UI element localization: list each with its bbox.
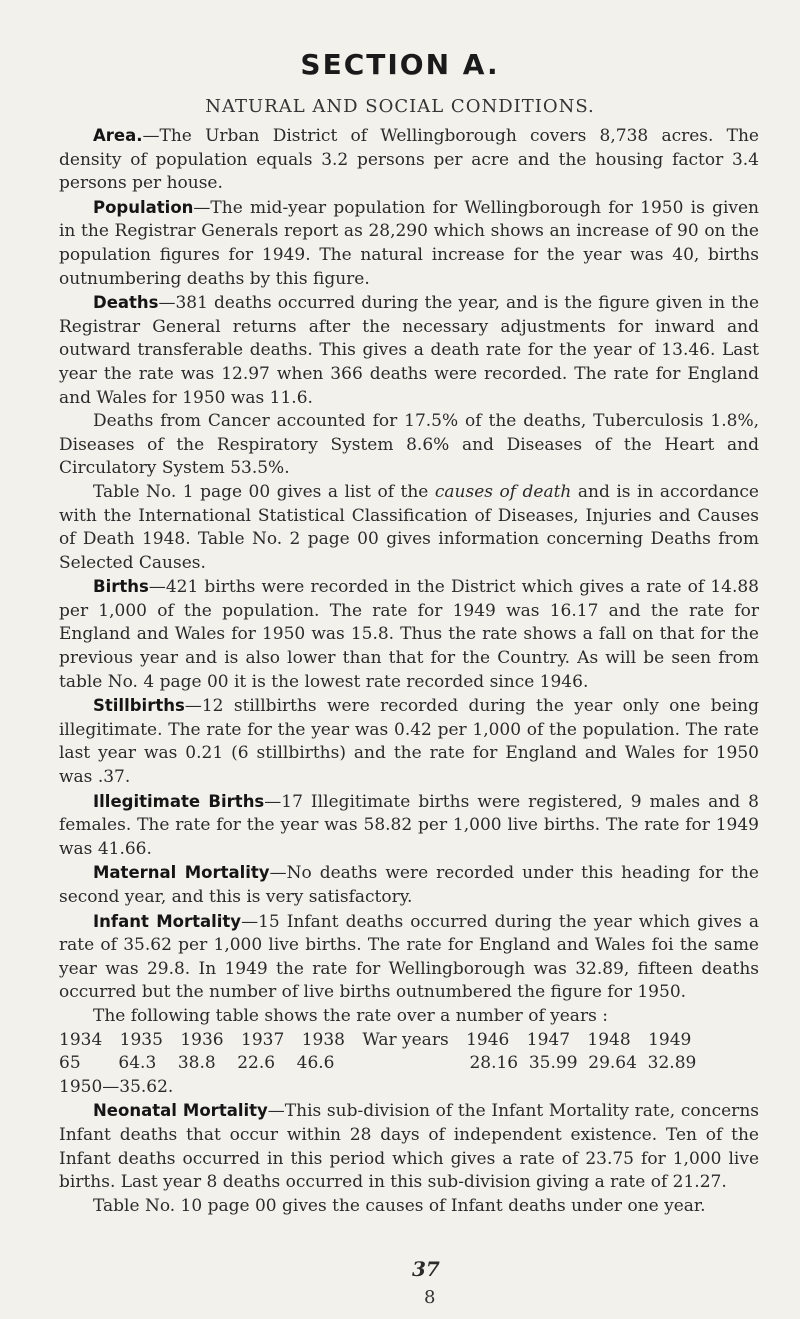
table10-text-before: Table No. 10 page: [93, 1195, 255, 1216]
year-cell: 1934: [59, 1029, 103, 1050]
section-title: SECTION A.: [300, 48, 500, 81]
section-subtitle: NATURAL AND SOCIAL CONDITIONS.: [205, 96, 595, 117]
births-paragraph: [59, 575, 759, 694]
infant-heading: Infant Mortality: [93, 911, 242, 931]
table1-text-before: Table No. 1 page: [93, 481, 249, 502]
cancer-paragraph: [59, 410, 759, 481]
year-cell: War years: [362, 1029, 449, 1050]
table1-text-end: gives information concerning Deaths from Selected Causes.: [59, 529, 759, 573]
table-intro: The following table shows the rate over a number of years :: [93, 1005, 608, 1026]
illegitimate-paragraph: [59, 790, 759, 862]
table1-text-after: and is in accordance with the International Statistical Classification of Diseases, Injuries and Causes of Death 1948. Table No. 2 page: [59, 481, 759, 550]
table10-paragraph: [59, 1195, 759, 1219]
rate-cell: 22.6: [237, 1053, 276, 1074]
current-rate: 1950—35.62.: [59, 1076, 174, 1097]
table2-page-ref: 00: [357, 529, 379, 550]
year-cell: 1947: [526, 1029, 571, 1050]
rate-cell: 46.6: [296, 1053, 335, 1074]
area-heading: Area.: [93, 126, 143, 145]
rate-cell: 65: [59, 1053, 81, 1074]
population-paragraph: [59, 196, 759, 291]
table4-page-ref: 00: [206, 671, 229, 692]
population-text: —The mid-year population for Wellingborough for 1950 is given in the Registrar Generals report as 28,290 which shows an increase of 90 on the population figures for 1949. The natural increase for the year was 40, births outnumbering deaths by this figure.: [59, 197, 759, 289]
body-text: [59, 124, 759, 1218]
causes-of-death-italic: causes of death: [434, 481, 572, 502]
deaths-text: —381 deaths occurred during the year, and is the figure given in the Registrar General returns after the necessary adjustments for inward and outward transferable deaths. This gives a death rate for the year of 13.46. Last year the rate was 12.97 when 366 deaths were recorded. The rate for England and Wales for 1950 was 11.6.: [59, 293, 759, 408]
population-heading: Population: [93, 197, 194, 217]
rate-table-years-row: [59, 1029, 759, 1053]
rate-cell: 35.99: [528, 1053, 578, 1074]
deaths-paragraph: [59, 291, 759, 410]
year-cell: 1948: [587, 1029, 631, 1050]
table10-page-ref: 00: [254, 1195, 277, 1216]
births-heading: Births: [93, 577, 149, 597]
maternal-heading: Maternal Mortality: [93, 863, 270, 883]
neonatal-heading: Neonatal Mortality: [93, 1101, 268, 1121]
maternal-paragraph: [59, 861, 759, 909]
cancer-text: Deaths from Cancer accounted for 17.5% of the deaths, Tuberculosis 1.8%, Diseases of the Respiratory System 8.6% and Diseases of the Heart and Circulatory System 53.5%.: [59, 411, 759, 479]
year-cell: 1935: [119, 1029, 163, 1050]
rate-cell: 38.8: [177, 1053, 216, 1074]
year-cell: 1946: [466, 1029, 510, 1050]
page-number: 8: [424, 1287, 436, 1308]
infant-text: —15 Infant deaths occurred during the year which gives a rate of 35.62 per 1,000 live births. The rate for England and Wales foi the same year was 29.8. In 1949 the rate for Wellingborough was 32.89, fifteen deaths occurred but the number of live births outnumbered the figure for 1950.: [59, 911, 759, 1003]
illegitimate-heading: Illegitimate Births: [93, 791, 265, 811]
area-paragraph: [59, 124, 759, 196]
table1-text-mid: gives a list of the: [270, 481, 435, 502]
stillbirths-paragraph: [59, 694, 759, 789]
rate-cell: 28.16: [469, 1053, 519, 1074]
deaths-heading: Deaths: [93, 293, 159, 313]
year-cell: 1937: [241, 1029, 285, 1050]
births-text: —421 births were recorded in the District which gives a rate of 14.88 per 1,000 of the population. The rate for 1949 was 16.17 and the rate for England and Wales for 1950 was 15.8. Thus the rate shows a fall on that for the previous year and is also lower than that for the Country. As will be seen from table No. 4 page: [59, 577, 759, 692]
year-cell: 1936: [180, 1029, 224, 1050]
maternal-text: —No deaths were recorded under this heading for the second year, and this is very satisfactory.: [59, 863, 759, 907]
stillbirths-heading: Stillbirths: [93, 696, 185, 716]
rate-table-values-row: [59, 1052, 759, 1076]
rate-cell: 32.89: [647, 1053, 697, 1074]
illegitimate-text: —17 Illegitimate births were registered, 9 males and 8 females. The rate for the year was 58.82 per 1,000 live births. The rate for 1949 was 41.66.: [59, 791, 759, 859]
table1-paragraph: [59, 481, 759, 575]
rate-cell: 64.3: [118, 1053, 157, 1074]
infant-paragraph: [59, 910, 759, 1005]
table1-page-ref: 00: [248, 481, 271, 502]
table10-text-after: gives the causes of Infant deaths under one year.: [276, 1195, 706, 1216]
handwritten-page-37: 37: [412, 1257, 440, 1281]
births-text-end: it is the lowest rate recorded since 1946.: [228, 671, 589, 692]
area-text: —The Urban District of Wellingborough covers 8,738 acres. The density of population equals 3.2 persons per acre and the housing factor 3.4 persons per house.: [59, 126, 759, 194]
rate-cell: 29.64: [588, 1053, 637, 1074]
year-cell: 1949: [648, 1029, 692, 1050]
neonatal-text: —This sub-division of the Infant Mortality rate, concerns Infant deaths that occur within 28 days of independent existence. Ten of the Infant deaths occurred in this period which gives a rate of 23.75 for 1,000 live births. Last year 8 deaths occurred in this sub-division giving a rate of 21.27.: [59, 1101, 759, 1193]
neonatal-paragraph: [59, 1099, 759, 1194]
stillbirths-text: —12 stillbirths were recorded during the year only one being illegitimate. The rate for the year was 0.42 per 1,000 of the population. The rate last year was 0.21 (6 stillbirths) and the rate for England and Wales for 1950 was .37.: [59, 696, 759, 788]
year-cell: 1938: [301, 1029, 345, 1050]
